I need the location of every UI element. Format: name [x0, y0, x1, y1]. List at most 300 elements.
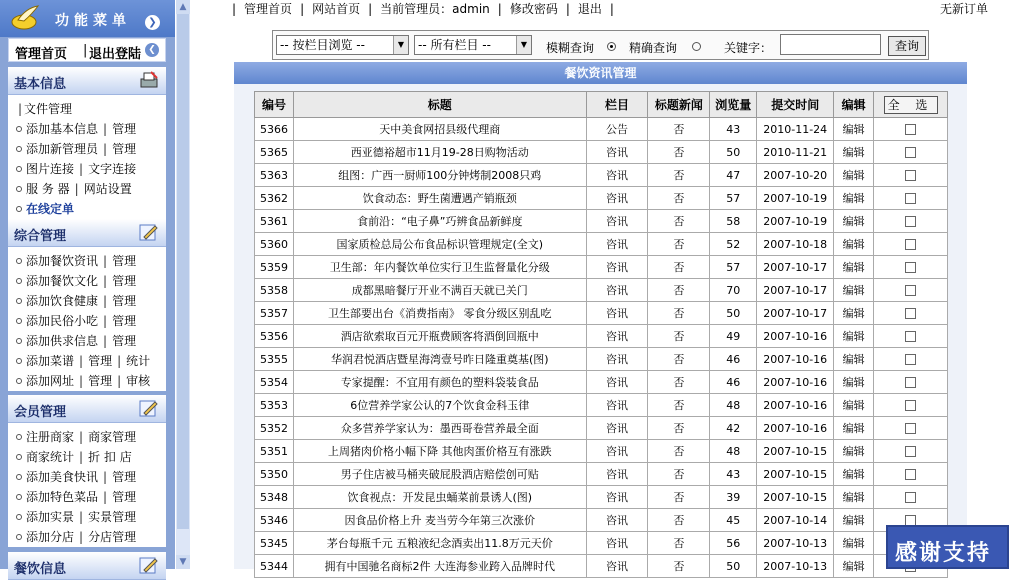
views-cell: 43 [710, 118, 757, 141]
views-cell: 46 [710, 371, 757, 394]
menu-link[interactable]: 管理 [88, 354, 113, 368]
scroll-down-icon[interactable]: ▼ [176, 555, 190, 569]
separator: | [74, 182, 79, 196]
edit-link[interactable]: 编辑 [834, 325, 874, 348]
column-header: 编号 [255, 92, 294, 118]
separator: | [103, 254, 108, 268]
sidebar-top-nav [8, 38, 166, 62]
menu-row [8, 527, 166, 547]
menu-link[interactable]: 文件管理 [24, 102, 73, 116]
menu-row [8, 467, 166, 487]
views-cell: 42 [710, 417, 757, 440]
menu-link[interactable]: 添加美食快讯 [26, 470, 99, 484]
headline-cell: 否 [648, 532, 710, 555]
menu-row [8, 371, 166, 391]
headline-cell: 否 [648, 187, 710, 210]
top-nav-link[interactable]: 修改密码 [509, 2, 558, 16]
separator: | [79, 162, 84, 176]
headline-cell: 否 [648, 555, 710, 578]
select-cell [874, 394, 948, 417]
id-cell: 5356 [255, 325, 294, 348]
separator: | [103, 470, 108, 484]
edit-link[interactable]: 编辑 [834, 371, 874, 394]
circle-bullet-icon [16, 318, 22, 324]
menu-link[interactable]: 商家管理 [88, 430, 137, 444]
headline-cell: 否 [648, 118, 710, 141]
edit-note-icon [138, 222, 160, 243]
row-checkbox[interactable] [905, 285, 916, 296]
category-cell: 咨讯 [586, 233, 648, 256]
table-row [255, 532, 948, 555]
id-cell: 5358 [255, 279, 294, 302]
title-cell[interactable]: 因食品价格上升 麦当劳今年第三次涨价 [293, 509, 586, 532]
views-cell: 57 [710, 256, 757, 279]
edit-note-icon [138, 555, 160, 576]
id-cell: 5366 [255, 118, 294, 141]
views-cell: 58 [710, 210, 757, 233]
top-nav-link[interactable]: 管理首页 [244, 2, 293, 16]
title-cell[interactable]: 饮食视点：开发昆虫蛹菜前景诱人(图) [293, 486, 586, 509]
views-cell: 48 [710, 394, 757, 417]
edit-link[interactable]: 编辑 [834, 233, 874, 256]
category-cell: 公告 [586, 118, 648, 141]
table-row [255, 187, 948, 210]
edit-link[interactable]: 编辑 [834, 486, 874, 509]
order-notice: 无新订单 [940, 2, 989, 16]
views-cell: 70 [710, 279, 757, 302]
table-row [255, 233, 948, 256]
table-row [255, 555, 948, 578]
menu-link[interactable]: 添加饮食健康 [26, 294, 99, 308]
feather-logo-icon [10, 4, 42, 32]
top-nav-link[interactable]: 退出 [577, 2, 602, 16]
select-cell [874, 417, 948, 440]
thanks-support-text: 感谢支持 [895, 541, 992, 566]
menu-row [8, 159, 166, 179]
headline-cell: 否 [648, 302, 710, 325]
edit-note-icon [138, 398, 160, 419]
row-checkbox[interactable] [905, 262, 916, 273]
separator: | [300, 2, 305, 16]
column-header: 提交时间 [757, 92, 834, 118]
circle-bullet-icon [16, 474, 22, 480]
views-cell: 50 [710, 302, 757, 325]
title-cell[interactable]: 茅台每瓶千元 五粮液纪念酒卖出11.8万元天价 [293, 532, 586, 555]
column-header: 栏目 [586, 92, 648, 118]
date-cell: 2007-10-15 [757, 440, 834, 463]
row-checkbox[interactable] [905, 423, 916, 434]
category-cell: 咨讯 [586, 256, 648, 279]
category-cell: 咨讯 [586, 348, 648, 371]
row-checkbox[interactable] [905, 170, 916, 181]
menu-section-body [8, 95, 166, 219]
menu-link[interactable]: 分店管理 [88, 530, 137, 544]
browse-by-category-select[interactable] [276, 35, 409, 55]
views-cell: 57 [710, 187, 757, 210]
id-cell: 5359 [255, 256, 294, 279]
menu-section-title: 基本信息 [14, 77, 67, 92]
id-cell: 5344 [255, 555, 294, 578]
views-cell: 45 [710, 509, 757, 532]
menu-link[interactable]: 文字连接 [88, 162, 137, 176]
table-row [255, 141, 948, 164]
views-cell: 47 [710, 164, 757, 187]
views-cell: 46 [710, 348, 757, 371]
menu-link[interactable]: 折 扣 店 [88, 450, 132, 464]
menu-link[interactable]: 管理 [88, 374, 113, 388]
edit-link[interactable]: 编辑 [834, 348, 874, 371]
menu-link[interactable]: 管理 [112, 470, 137, 484]
menu-section-body [8, 423, 166, 547]
menu-link[interactable]: 统计 [126, 354, 151, 368]
sidebar-home-link[interactable]: 管理首页 [15, 47, 68, 62]
menu-link[interactable]: 添加新管理员 [26, 142, 99, 156]
left-menu [0, 0, 175, 577]
menu-row [8, 487, 166, 507]
id-cell: 5365 [255, 141, 294, 164]
table-row [255, 394, 948, 417]
views-cell: 49 [710, 325, 757, 348]
title-cell[interactable]: 6位营养学家公认的7个饮食金科玉律 [293, 394, 586, 417]
panel-title: 餐饮资讯管理 [234, 62, 967, 84]
title-cell[interactable]: 西亚德裕超市11月19-28日购物活动 [293, 141, 586, 164]
edit-link[interactable]: 编辑 [834, 555, 874, 578]
separator: | [117, 354, 122, 368]
category-cell: 咨讯 [586, 486, 648, 509]
edit-link[interactable]: 编辑 [834, 164, 874, 187]
edit-link[interactable]: 编辑 [834, 210, 874, 233]
edit-link[interactable]: 编辑 [834, 532, 874, 555]
id-cell: 5351 [255, 440, 294, 463]
id-cell: 5362 [255, 187, 294, 210]
table-row [255, 440, 948, 463]
exact-search-radio[interactable] [692, 42, 701, 51]
separator: | [79, 430, 84, 444]
id-cell: 5345 [255, 532, 294, 555]
menu-link[interactable]: 实景管理 [88, 510, 137, 524]
circle-bullet-icon [16, 278, 22, 284]
menu-row [8, 99, 166, 119]
title-cell[interactable]: 上周猪肉价格小幅下降 其他肉蛋价格互有涨跌 [293, 440, 586, 463]
menu-link[interactable]: 添加菜谱 [26, 354, 75, 368]
id-cell: 5354 [255, 371, 294, 394]
separator: | [83, 43, 88, 58]
edit-link[interactable]: 编辑 [834, 279, 874, 302]
row-checkbox[interactable] [905, 354, 916, 365]
headline-cell: 否 [648, 141, 710, 164]
select-cell [874, 118, 948, 141]
views-cell: 43 [710, 463, 757, 486]
select-cell [874, 371, 948, 394]
title-cell[interactable]: 饮食动态：野生菌遭遇产销瓶颈 [293, 187, 586, 210]
circle-bullet-icon [16, 534, 22, 540]
select-cell [874, 210, 948, 233]
title-cell[interactable]: 卫生部：年内餐饮单位实行卫生监督量化分级 [293, 256, 586, 279]
select-all-button[interactable]: 全 选 [884, 96, 938, 114]
table-row [255, 256, 948, 279]
menu-link[interactable]: 管理 [112, 142, 137, 156]
table-row [255, 279, 948, 302]
row-checkbox[interactable] [905, 124, 916, 135]
separator: | [103, 274, 108, 288]
collapse-sidebar-icon[interactable]: ❮ [145, 43, 159, 57]
headline-cell: 否 [648, 256, 710, 279]
headline-cell: 否 [648, 164, 710, 187]
menu-link[interactable]: 管理 [112, 254, 137, 268]
date-cell: 2007-10-19 [757, 210, 834, 233]
menu-link[interactable]: 商家统计 [26, 450, 75, 464]
menu-section-header[interactable] [8, 67, 166, 95]
category-cell: 咨讯 [586, 187, 648, 210]
menu-title: 功能菜单 [55, 13, 131, 29]
menu-link[interactable]: 服 务 器 [26, 182, 70, 196]
row-checkbox[interactable] [905, 492, 916, 503]
table-row [255, 348, 948, 371]
sidebar-logout-link[interactable]: 退出登陆 [89, 47, 142, 62]
title-cell[interactable]: 成都黑暗餐厅开业不满百天就已关门 [293, 279, 586, 302]
category-cell: 咨讯 [586, 279, 648, 302]
views-cell: 39 [710, 486, 757, 509]
circle-bullet-icon [16, 358, 22, 364]
collapse-menu-icon[interactable]: ❯ [145, 15, 160, 30]
circle-bullet-icon [16, 126, 22, 132]
date-cell: 2007-10-16 [757, 348, 834, 371]
menu-section-header[interactable] [8, 219, 166, 247]
menu-row [8, 331, 166, 351]
category-cell: 咨讯 [586, 302, 648, 325]
table-row [255, 417, 948, 440]
title-cell[interactable]: 男子住店被马桶夹破屁股酒店赔偿创可贴 [293, 463, 586, 486]
table-row [255, 463, 948, 486]
date-cell: 2007-10-14 [757, 509, 834, 532]
category-cell: 咨讯 [586, 210, 648, 233]
title-cell[interactable]: 天中美食网招县级代理商 [293, 118, 586, 141]
views-cell: 56 [710, 532, 757, 555]
circle-bullet-icon [16, 514, 22, 520]
column-header: 浏览量 [710, 92, 757, 118]
edit-link[interactable]: 编辑 [834, 463, 874, 486]
row-checkbox[interactable] [905, 446, 916, 457]
menu-row [8, 119, 166, 139]
menu-row [8, 251, 166, 271]
table-row [255, 371, 948, 394]
category-select[interactable] [414, 35, 532, 55]
category-cell: 咨讯 [586, 371, 648, 394]
date-cell: 2010-11-21 [757, 141, 834, 164]
headline-cell: 否 [648, 348, 710, 371]
edit-link[interactable]: 编辑 [834, 440, 874, 463]
menu-link[interactable]: 添加实景 [26, 510, 75, 524]
menu-link[interactable]: 图片连接 [26, 162, 75, 176]
title-cell[interactable]: 众多营养学家认为：墨西哥卷营养最全面 [293, 417, 586, 440]
select-cell [874, 348, 948, 371]
menu-section [8, 67, 166, 219]
edit-link[interactable]: 编辑 [834, 302, 874, 325]
row-checkbox[interactable] [905, 216, 916, 227]
bar-bullet-icon: | [17, 102, 23, 116]
edit-link[interactable]: 编辑 [834, 394, 874, 417]
column-header: 标题新闻 [648, 92, 710, 118]
select-cell [874, 187, 948, 210]
separator: | [368, 2, 373, 16]
menu-link[interactable]: 添加餐饮资讯 [26, 254, 99, 268]
circle-bullet-icon [16, 258, 22, 264]
title-cell[interactable]: 食前沿：“电子鼻”巧辨食品新鲜度 [293, 210, 586, 233]
headline-cell: 否 [648, 210, 710, 233]
menu-row [8, 311, 166, 331]
id-cell: 5353 [255, 394, 294, 417]
table-row [255, 486, 948, 509]
date-cell: 2007-10-17 [757, 256, 834, 279]
menu-link[interactable]: 添加民俗小吃 [26, 314, 99, 328]
chevron-down-icon: ▼ [516, 36, 531, 54]
menu-section-header[interactable] [8, 395, 166, 423]
menu-row [8, 427, 166, 447]
top-nav-link[interactable]: 网站首页 [312, 2, 361, 16]
fuzzy-search-radio[interactable] [607, 42, 616, 51]
date-cell: 2007-10-13 [757, 532, 834, 555]
menu-link[interactable]: 管理 [112, 334, 137, 348]
title-cell[interactable]: 华润君悦酒店暨星海湾壹号昨日隆重奠基(图) [293, 348, 586, 371]
scroll-thumb[interactable] [177, 14, 189, 529]
separator: | [103, 122, 108, 136]
separator: | [117, 374, 122, 388]
date-cell: 2007-10-18 [757, 233, 834, 256]
date-cell: 2007-10-16 [757, 371, 834, 394]
id-cell: 5348 [255, 486, 294, 509]
menu-link[interactable]: 添加特色菜品 [26, 490, 99, 504]
row-checkbox[interactable] [905, 147, 916, 158]
menu-link[interactable]: 网站设置 [83, 182, 132, 196]
menu-link[interactable]: 在线定单 [26, 202, 75, 216]
headline-cell: 否 [648, 279, 710, 302]
separator: | [103, 490, 108, 504]
column-header: 编辑 [834, 92, 874, 118]
separator: | [79, 354, 84, 368]
headline-cell: 否 [648, 394, 710, 417]
separator: | [79, 450, 84, 464]
category-cell: 咨讯 [586, 325, 648, 348]
date-cell: 2007-10-17 [757, 302, 834, 325]
views-cell: 48 [710, 440, 757, 463]
row-checkbox[interactable] [905, 239, 916, 250]
column-header: 标题 [293, 92, 586, 118]
headline-cell: 否 [648, 371, 710, 394]
category-cell: 咨讯 [586, 463, 648, 486]
menu-section [8, 552, 166, 584]
title-cell[interactable]: 专家提醒：不宜用有颜色的塑料袋装食品 [293, 371, 586, 394]
menu-link[interactable]: 添加餐饮文化 [26, 274, 99, 288]
menu-link[interactable]: 添加网址 [26, 374, 75, 388]
circle-bullet-icon [16, 166, 22, 172]
row-checkbox[interactable] [905, 400, 916, 411]
row-checkbox[interactable] [905, 331, 916, 342]
menu-section-header[interactable] [8, 552, 166, 580]
menu-section [8, 219, 166, 391]
title-cell[interactable]: 酒店欲索取百元开瓶费顾客将酒倒回瓶中 [293, 325, 586, 348]
table-row [255, 325, 948, 348]
menu-scrollbar[interactable] [176, 0, 190, 569]
row-checkbox[interactable] [905, 193, 916, 204]
separator: | [232, 2, 237, 16]
edit-link[interactable]: 编辑 [834, 256, 874, 279]
separator: | [103, 142, 108, 156]
edit-link[interactable]: 编辑 [834, 118, 874, 141]
menu-link[interactable]: 管理 [112, 314, 137, 328]
top-navigation-bar [192, 0, 1010, 20]
edit-link[interactable]: 编辑 [834, 509, 874, 532]
category-cell: 咨讯 [586, 141, 648, 164]
menu-link[interactable]: 添加分店 [26, 530, 75, 544]
search-bar [272, 30, 929, 60]
edit-link[interactable]: 编辑 [834, 187, 874, 210]
search-button[interactable]: 查询 [888, 36, 926, 56]
table-row [255, 210, 948, 233]
keyword-label: 关键字： [724, 41, 773, 55]
views-cell: 50 [710, 141, 757, 164]
edit-link[interactable]: 编辑 [834, 417, 874, 440]
circle-bullet-icon [16, 454, 22, 460]
row-checkbox[interactable] [905, 469, 916, 480]
keyword-input[interactable] [780, 34, 881, 55]
date-cell: 2007-10-20 [757, 164, 834, 187]
row-checkbox[interactable] [905, 308, 916, 319]
id-cell: 5360 [255, 233, 294, 256]
date-cell: 2007-10-17 [757, 279, 834, 302]
menu-section-body [8, 580, 166, 584]
browse-select-value: -- 按栏目浏览 -- [280, 38, 365, 52]
menu-row [8, 507, 166, 527]
category-cell: 咨讯 [586, 164, 648, 187]
menu-link[interactable]: 添加供求信息 [26, 334, 99, 348]
thanks-support-banner[interactable] [886, 525, 1009, 569]
edit-link[interactable]: 编辑 [834, 141, 874, 164]
menu-link[interactable]: 管理 [112, 490, 137, 504]
menu-link[interactable]: 管理 [112, 274, 137, 288]
category-cell: 咨讯 [586, 440, 648, 463]
category-cell: 咨讯 [586, 555, 648, 578]
id-cell: 5346 [255, 509, 294, 532]
menu-link[interactable]: 管理 [112, 122, 137, 136]
circle-bullet-icon [16, 434, 22, 440]
menu-link[interactable]: 添加基本信息 [26, 122, 99, 136]
title-cell[interactable]: 卫生部要出台《消费指南》 零食分级区别乱吃 [293, 302, 586, 325]
row-checkbox[interactable] [905, 377, 916, 388]
headline-cell: 否 [648, 463, 710, 486]
title-cell[interactable]: 国家质检总局公布食品标识管理规定(全文) [293, 233, 586, 256]
menu-link[interactable]: 注册商家 [26, 430, 75, 444]
column-header-select [874, 92, 948, 118]
date-cell: 2007-10-19 [757, 187, 834, 210]
title-cell[interactable]: 拥有中国驰名商标2件 大连海参业跨入品牌时代 [293, 555, 586, 578]
separator: | [497, 2, 502, 16]
id-cell: 5357 [255, 302, 294, 325]
select-cell [874, 256, 948, 279]
menu-row [8, 179, 166, 199]
title-cell[interactable]: 组图：广西一厨师100分钟烤制2008只鸡 [293, 164, 586, 187]
menu-link[interactable]: 管理 [112, 294, 137, 308]
separator: | [103, 314, 108, 328]
select-cell [874, 302, 948, 325]
headline-cell: 否 [648, 509, 710, 532]
scroll-up-icon[interactable]: ▲ [176, 0, 190, 14]
select-cell [874, 141, 948, 164]
fuzzy-search-label: 模糊查询 [546, 41, 595, 55]
circle-bullet-icon [16, 146, 22, 152]
menu-link[interactable]: 审核 [126, 374, 151, 388]
separator: | [565, 2, 570, 16]
news-management-panel [234, 62, 967, 573]
